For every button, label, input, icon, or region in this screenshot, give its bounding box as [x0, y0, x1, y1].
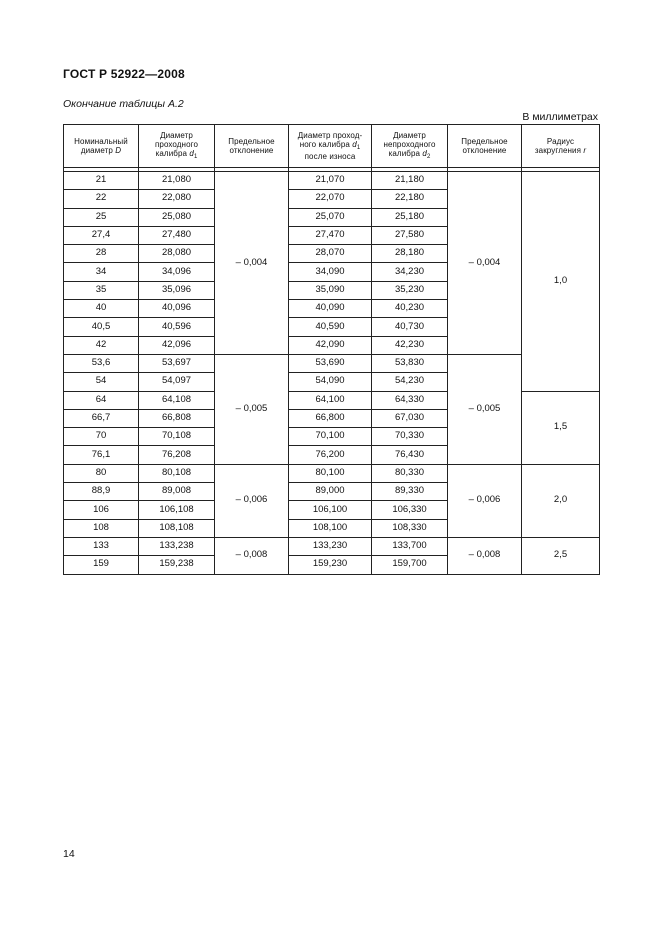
go-gauge-diameter-cell: 108,108: [139, 519, 215, 537]
page-number: 14: [63, 848, 75, 860]
worn-go-gauge-diameter-cell: 80,100: [289, 464, 372, 482]
rounding-radius-cell: 1,5: [522, 391, 600, 464]
worn-go-gauge-diameter-cell: 34,090: [289, 263, 372, 281]
no-go-deviation-cell: – 0,008: [448, 537, 522, 574]
column-header: [448, 125, 522, 168]
no-go-gauge-diameter-cell: 80,330: [372, 464, 448, 482]
column-header-line: отклонение: [229, 146, 274, 155]
worn-go-gauge-diameter-cell: 133,230: [289, 537, 372, 555]
units-note: В миллиметрах: [522, 111, 598, 123]
go-deviation-cell: – 0,005: [215, 354, 289, 464]
nominal-diameter-cell: 42: [64, 336, 139, 354]
nominal-diameter-cell: 53,6: [64, 354, 139, 372]
no-go-gauge-diameter-cell: 40,230: [372, 300, 448, 318]
rounding-radius-cell: 1,0: [522, 172, 600, 392]
column-header-line: ного калибра: [299, 140, 353, 150]
go-deviation-cell: – 0,008: [215, 537, 289, 574]
no-go-gauge-diameter-cell: 54,230: [372, 373, 448, 391]
go-gauge-diameter-cell: 40,096: [139, 300, 215, 318]
worn-go-gauge-diameter-cell: 66,800: [289, 409, 372, 427]
no-go-gauge-diameter-cell: 25,180: [372, 208, 448, 226]
go-gauge-diameter-cell: 133,238: [139, 537, 215, 555]
nominal-diameter-cell: 159: [64, 556, 139, 574]
worn-go-gauge-diameter-cell: 28,070: [289, 245, 372, 263]
go-gauge-diameter-cell: 106,108: [139, 501, 215, 519]
column-header-line: калибра: [155, 149, 190, 159]
nominal-diameter-cell: 88,9: [64, 483, 139, 501]
worn-go-gauge-diameter-cell: 53,690: [289, 354, 372, 372]
no-go-gauge-diameter-cell: 27,580: [372, 226, 448, 244]
worn-go-gauge-diameter-cell: 27,470: [289, 226, 372, 244]
go-gauge-diameter-cell: 54,097: [139, 373, 215, 391]
no-go-gauge-diameter-cell: 67,030: [372, 409, 448, 427]
no-go-gauge-diameter-cell: 133,700: [372, 537, 448, 555]
nominal-diameter-cell: 106: [64, 501, 139, 519]
nominal-diameter-cell: 66,7: [64, 409, 139, 427]
column-header-line: проходного: [154, 140, 199, 150]
column-header: [372, 125, 448, 168]
nominal-diameter-cell: 54: [64, 373, 139, 391]
go-gauge-diameter-cell: 89,008: [139, 483, 215, 501]
column-header: [522, 125, 600, 168]
no-go-gauge-diameter-cell: 70,330: [372, 428, 448, 446]
column-header: [64, 125, 139, 168]
no-go-gauge-diameter-cell: 159,700: [372, 556, 448, 574]
worn-go-gauge-diameter-cell: 106,100: [289, 501, 372, 519]
go-gauge-diameter-cell: 66,808: [139, 409, 215, 427]
column-header-variable: d: [352, 140, 357, 150]
column-header-variable: d: [189, 149, 194, 159]
column-header-line: калибра: [388, 149, 423, 159]
no-go-deviation-cell: – 0,004: [448, 172, 522, 355]
go-gauge-diameter-cell: 76,208: [139, 446, 215, 464]
column-header-line: Диаметр проход-: [297, 130, 363, 140]
worn-go-gauge-diameter-cell: 89,000: [289, 483, 372, 501]
rounding-radius-cell: 2,0: [522, 464, 600, 537]
go-deviation-cell: – 0,004: [215, 172, 289, 355]
nominal-diameter-cell: 35: [64, 281, 139, 299]
column-header: [215, 125, 289, 168]
column-header-variable: d: [422, 149, 427, 159]
no-go-gauge-diameter-cell: 53,830: [372, 354, 448, 372]
no-go-gauge-diameter-cell: 42,230: [372, 336, 448, 354]
no-go-gauge-diameter-cell: 34,230: [372, 263, 448, 281]
nominal-diameter-cell: 76,1: [64, 446, 139, 464]
column-header-line: Предельное: [228, 136, 275, 146]
worn-go-gauge-diameter-cell: 70,100: [289, 428, 372, 446]
table-header-row: [64, 125, 600, 168]
nominal-diameter-cell: 64: [64, 391, 139, 409]
rounding-radius-cell: 2,5: [522, 537, 600, 574]
go-gauge-diameter-cell: 70,108: [139, 428, 215, 446]
nominal-diameter-cell: 40,5: [64, 318, 139, 336]
worn-go-gauge-diameter-cell: 54,090: [289, 373, 372, 391]
column-header-subscript: 1: [356, 145, 361, 152]
go-gauge-diameter-cell: 21,080: [139, 172, 215, 190]
column-header-line: отклонение: [462, 146, 507, 155]
worn-go-gauge-diameter-cell: 21,070: [289, 172, 372, 190]
no-go-deviation-cell: – 0,006: [448, 464, 522, 537]
nominal-diameter-cell: 40: [64, 300, 139, 318]
no-go-gauge-diameter-cell: 22,180: [372, 190, 448, 208]
column-header-subscript: 2: [426, 154, 431, 161]
document-header: ГОСТ Р 52922—2008: [63, 67, 185, 81]
nominal-diameter-cell: 28: [64, 245, 139, 263]
column-header-line: закругления: [534, 146, 584, 155]
nominal-diameter-cell: 133: [64, 537, 139, 555]
go-gauge-diameter-cell: 25,080: [139, 208, 215, 226]
column-header-line: Диаметр: [160, 130, 193, 140]
go-gauge-diameter-cell: 42,096: [139, 336, 215, 354]
nominal-diameter-cell: 108: [64, 519, 139, 537]
column-header-line: непроходного: [383, 140, 436, 150]
no-go-gauge-diameter-cell: 40,730: [372, 318, 448, 336]
no-go-deviation-cell: – 0,005: [448, 354, 522, 464]
go-gauge-diameter-cell: 159,238: [139, 556, 215, 574]
table-row: [64, 172, 600, 190]
worn-go-gauge-diameter-cell: 40,090: [289, 300, 372, 318]
table-row: [64, 464, 600, 482]
nominal-diameter-cell: 22: [64, 190, 139, 208]
table-row: [64, 537, 600, 555]
worn-go-gauge-diameter-cell: 42,090: [289, 336, 372, 354]
no-go-gauge-diameter-cell: 108,330: [372, 519, 448, 537]
nominal-diameter-cell: 27,4: [64, 226, 139, 244]
nominal-diameter-cell: 25: [64, 208, 139, 226]
no-go-gauge-diameter-cell: 64,330: [372, 391, 448, 409]
go-gauge-diameter-cell: 80,108: [139, 464, 215, 482]
go-gauge-diameter-cell: 40,596: [139, 318, 215, 336]
no-go-gauge-diameter-cell: 28,180: [372, 245, 448, 263]
nominal-diameter-cell: 70: [64, 428, 139, 446]
column-header-line: Предельное: [461, 136, 508, 146]
column-header-line: после износа: [304, 151, 356, 161]
worn-go-gauge-diameter-cell: 108,100: [289, 519, 372, 537]
worn-go-gauge-diameter-cell: 25,070: [289, 208, 372, 226]
go-gauge-diameter-cell: 53,697: [139, 354, 215, 372]
no-go-gauge-diameter-cell: 106,330: [372, 501, 448, 519]
go-gauge-diameter-cell: 27,480: [139, 226, 215, 244]
go-gauge-diameter-cell: 22,080: [139, 190, 215, 208]
nominal-diameter-cell: 34: [64, 263, 139, 281]
worn-go-gauge-diameter-cell: 76,200: [289, 446, 372, 464]
worn-go-gauge-diameter-cell: 159,230: [289, 556, 372, 574]
table-body: [64, 172, 600, 575]
column-header: [139, 125, 215, 168]
column-header: [289, 125, 372, 168]
column-header-subscript: 1: [193, 154, 198, 161]
calibre-table: [63, 124, 600, 575]
column-header-variable: D: [115, 146, 122, 155]
go-gauge-diameter-cell: 34,096: [139, 263, 215, 281]
column-header-line: Номинальный: [74, 136, 128, 146]
go-deviation-cell: – 0,006: [215, 464, 289, 537]
go-gauge-diameter-cell: 35,096: [139, 281, 215, 299]
column-header-line: диаметр: [80, 146, 116, 155]
worn-go-gauge-diameter-cell: 40,590: [289, 318, 372, 336]
table-row: [64, 354, 600, 372]
worn-go-gauge-diameter-cell: 22,070: [289, 190, 372, 208]
no-go-gauge-diameter-cell: 76,430: [372, 446, 448, 464]
no-go-gauge-diameter-cell: 35,230: [372, 281, 448, 299]
column-header-line: Радиус: [546, 136, 575, 146]
no-go-gauge-diameter-cell: 21,180: [372, 172, 448, 190]
no-go-gauge-diameter-cell: 89,330: [372, 483, 448, 501]
worn-go-gauge-diameter-cell: 64,100: [289, 391, 372, 409]
column-header-line: Диаметр: [393, 130, 426, 140]
nominal-diameter-cell: 80: [64, 464, 139, 482]
go-gauge-diameter-cell: 28,080: [139, 245, 215, 263]
nominal-diameter-cell: 21: [64, 172, 139, 190]
table-caption: Окончание таблицы А.2: [63, 98, 184, 110]
worn-go-gauge-diameter-cell: 35,090: [289, 281, 372, 299]
go-gauge-diameter-cell: 64,108: [139, 391, 215, 409]
column-header-variable: r: [583, 146, 587, 155]
